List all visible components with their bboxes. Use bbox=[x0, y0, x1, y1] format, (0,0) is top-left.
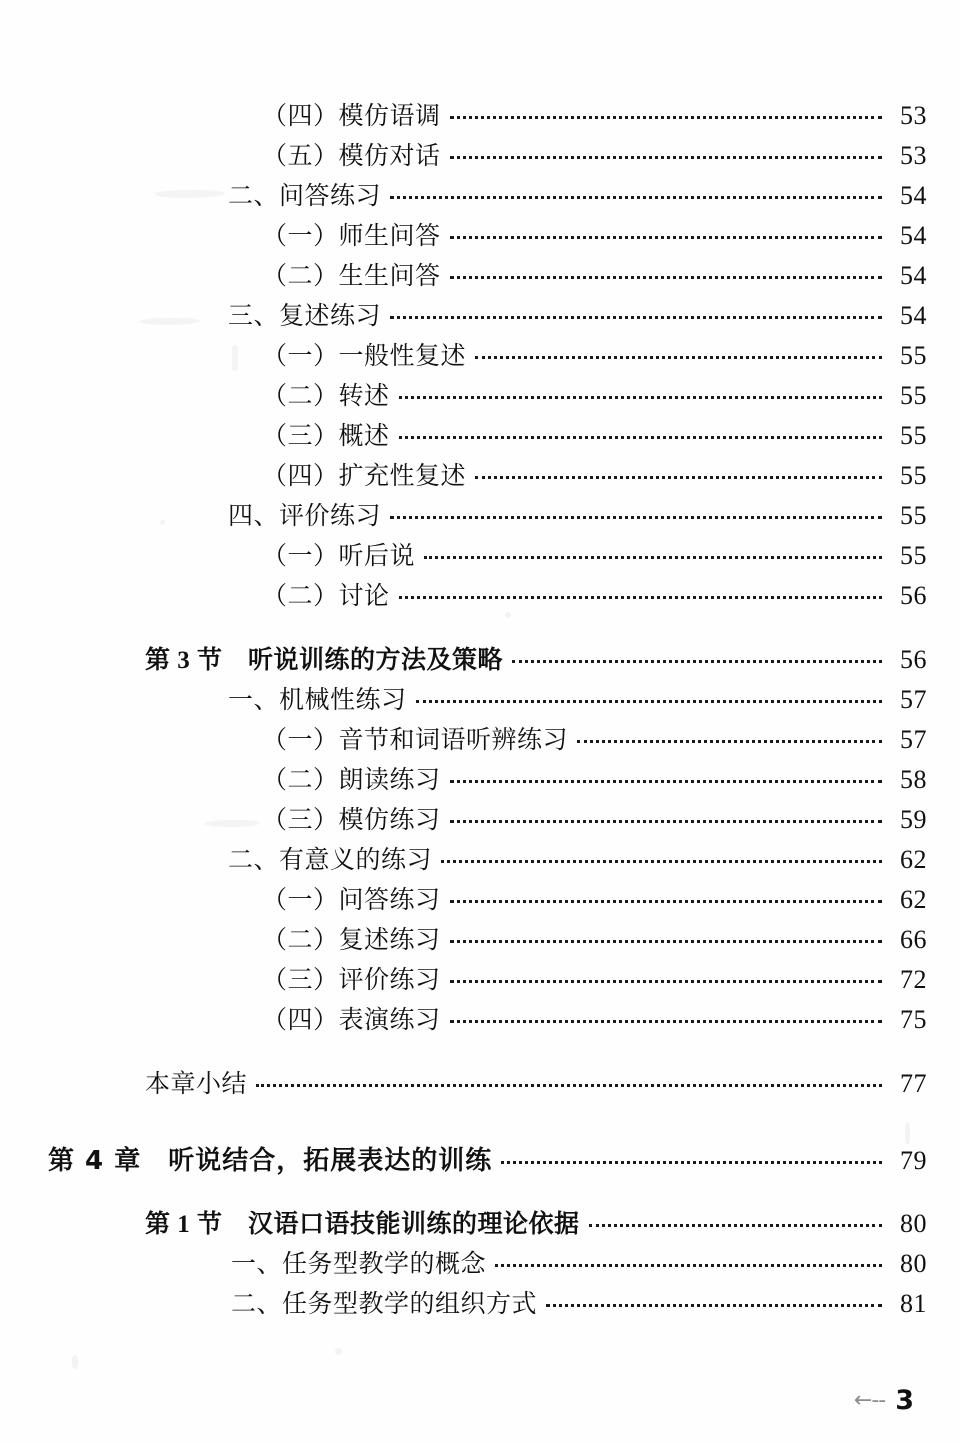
toc-dot-leader bbox=[256, 1076, 882, 1092]
toc-entry-label: （一）一般性复述 bbox=[262, 343, 467, 370]
toc-entry[interactable] bbox=[0, 1064, 960, 1104]
toc-entry-label: （一）听后说 bbox=[262, 543, 416, 570]
toc-entry-page-number: 59 bbox=[900, 805, 927, 834]
toc-entry[interactable] bbox=[0, 256, 960, 296]
toc-dot-leader bbox=[450, 932, 882, 948]
toc-entry-label: （二）朗读练习 bbox=[262, 767, 441, 794]
toc-entry-page-number: 54 bbox=[900, 301, 927, 330]
toc-dot-leader bbox=[450, 268, 882, 284]
toc-entry-label: （四）扩充性复述 bbox=[262, 463, 467, 490]
toc-dot-leader bbox=[501, 1153, 882, 1169]
toc-entry-label: （一）问答练习 bbox=[262, 887, 441, 914]
toc-dot-leader bbox=[424, 548, 882, 564]
toc-entry-label: （五）模仿对话 bbox=[262, 143, 441, 170]
toc-entry-label: 二、问答练习 bbox=[228, 183, 382, 210]
scan-speck bbox=[335, 1348, 342, 1355]
toc-entry-page-number: 62 bbox=[900, 885, 927, 914]
toc-entry[interactable] bbox=[0, 720, 960, 760]
toc-entry-list bbox=[0, 96, 960, 1324]
toc-entry-label: 二、任务型教学的组织方式 bbox=[231, 1291, 538, 1318]
toc-dot-leader bbox=[450, 892, 882, 908]
toc-entry-label: （三）模仿练习 bbox=[262, 807, 441, 834]
toc-entry[interactable] bbox=[0, 296, 960, 336]
toc-dot-leader bbox=[546, 1296, 882, 1312]
toc-dot-leader bbox=[390, 308, 882, 324]
toc-entry-label: （二）复述练习 bbox=[262, 927, 441, 954]
toc-entry-label: 本章小结 bbox=[145, 1071, 248, 1098]
toc-entry[interactable] bbox=[0, 800, 960, 840]
toc-entry[interactable] bbox=[0, 416, 960, 456]
toc-dot-leader bbox=[512, 652, 882, 668]
toc-entry-page-number: 56 bbox=[900, 645, 927, 674]
page-footer bbox=[854, 1387, 914, 1414]
toc-dot-leader bbox=[399, 388, 882, 404]
toc-entry-label: （三）概述 bbox=[262, 423, 390, 450]
toc-entry[interactable] bbox=[0, 1284, 960, 1324]
toc-entry[interactable] bbox=[0, 176, 960, 216]
toc-entry-page-number: 55 bbox=[900, 501, 927, 530]
toc-entry-label: （一）师生问答 bbox=[262, 223, 441, 250]
toc-entry-page-number: 55 bbox=[900, 381, 927, 410]
toc-entry-label: 一、任务型教学的概念 bbox=[231, 1251, 487, 1278]
toc-dot-leader bbox=[475, 468, 882, 484]
toc-entry-page-number: 55 bbox=[900, 421, 927, 450]
toc-entry[interactable] bbox=[0, 760, 960, 800]
toc-entry-label: （二）转述 bbox=[262, 383, 390, 410]
toc-entry-page-number: 62 bbox=[900, 845, 927, 874]
toc-entry-label: （三）评价练习 bbox=[262, 967, 441, 994]
toc-entry-page-number: 53 bbox=[900, 141, 927, 170]
toc-entry[interactable] bbox=[0, 960, 960, 1000]
toc-entry[interactable] bbox=[0, 1140, 960, 1180]
toc-entry-page-number: 54 bbox=[900, 221, 927, 250]
toc-entry-label: （四）表演练习 bbox=[262, 1007, 441, 1034]
toc-dot-leader bbox=[450, 108, 882, 124]
toc-entry-label: 第 3 节 听说训练的方法及策略 bbox=[145, 647, 504, 674]
toc-entry-label: 第 1 节 汉语口语技能训练的理论依据 bbox=[145, 1211, 580, 1238]
toc-entry[interactable] bbox=[0, 336, 960, 376]
toc-entry[interactable] bbox=[0, 376, 960, 416]
toc-entry-label: （一）音节和词语听辨练习 bbox=[262, 727, 569, 754]
toc-dot-leader bbox=[450, 148, 882, 164]
toc-entry-label: 三、复述练习 bbox=[228, 303, 382, 330]
toc-dot-leader bbox=[416, 692, 882, 708]
toc-entry-page-number: 80 bbox=[900, 1249, 927, 1278]
toc-entry-page-number: 81 bbox=[900, 1289, 927, 1318]
toc-entry-label: 四、评价练习 bbox=[228, 503, 382, 530]
toc-entry-page-number: 55 bbox=[900, 341, 927, 370]
toc-entry[interactable] bbox=[0, 640, 960, 680]
toc-entry-page-number: 55 bbox=[900, 461, 927, 490]
toc-entry[interactable] bbox=[0, 456, 960, 496]
toc-entry[interactable] bbox=[0, 880, 960, 920]
toc-entry-page-number: 79 bbox=[900, 1146, 927, 1175]
toc-entry[interactable] bbox=[0, 680, 960, 720]
toc-dot-leader bbox=[577, 732, 882, 748]
toc-entry-page-number: 57 bbox=[900, 725, 927, 754]
toc-entry[interactable] bbox=[0, 920, 960, 960]
toc-entry[interactable] bbox=[0, 576, 960, 616]
page-number: 3 bbox=[895, 1385, 914, 1416]
toc-entry[interactable] bbox=[0, 1244, 960, 1284]
toc-entry[interactable] bbox=[0, 96, 960, 136]
toc-entry-page-number: 55 bbox=[900, 541, 927, 570]
toc-entry[interactable] bbox=[0, 216, 960, 256]
toc-dot-leader bbox=[495, 1256, 882, 1272]
toc-entry-page-number: 53 bbox=[900, 101, 927, 130]
toc-entry-page-number: 72 bbox=[900, 965, 927, 994]
toc-entry[interactable] bbox=[0, 1000, 960, 1040]
toc-dot-leader bbox=[450, 972, 882, 988]
toc-entry-page-number: 66 bbox=[900, 925, 927, 954]
toc-entry-label: （二）生生问答 bbox=[262, 263, 441, 290]
toc-entry-page-number: 57 bbox=[900, 685, 927, 714]
toc-dot-leader bbox=[390, 188, 882, 204]
toc-dot-leader bbox=[450, 772, 882, 788]
toc-entry-page-number: 54 bbox=[900, 181, 927, 210]
toc-dot-leader bbox=[450, 228, 882, 244]
toc-dot-leader bbox=[399, 588, 882, 604]
toc-entry-label: 二、有意义的练习 bbox=[228, 847, 433, 874]
toc-entry-page-number: 54 bbox=[900, 261, 927, 290]
toc-dot-leader bbox=[399, 428, 882, 444]
toc-dot-leader bbox=[589, 1216, 882, 1232]
toc-entry-page-number: 75 bbox=[900, 1005, 927, 1034]
toc-entry-label: （二）讨论 bbox=[262, 583, 390, 610]
toc-entry-label: 一、机械性练习 bbox=[228, 687, 407, 714]
toc-entry[interactable] bbox=[0, 1204, 960, 1244]
toc-entry-page-number: 77 bbox=[900, 1069, 927, 1098]
toc-entry[interactable] bbox=[0, 136, 960, 176]
toc-dot-leader bbox=[390, 508, 882, 524]
toc-dot-leader bbox=[450, 1012, 882, 1028]
toc-entry[interactable] bbox=[0, 840, 960, 880]
toc-dot-leader bbox=[450, 812, 882, 828]
toc-entry[interactable] bbox=[0, 496, 960, 536]
toc-entry-label: 第 4 章 听说结合，拓展表达的训练 bbox=[48, 1146, 493, 1176]
toc-dot-leader bbox=[475, 348, 882, 364]
toc-entry-page-number: 80 bbox=[900, 1209, 927, 1238]
toc-entry-label: （四）模仿语调 bbox=[262, 103, 441, 130]
scan-speck bbox=[72, 1355, 78, 1369]
toc-dot-leader bbox=[441, 852, 882, 868]
left-dashed-arrow-icon: ←-- bbox=[853, 1387, 886, 1413]
toc-entry-page-number: 58 bbox=[900, 765, 927, 794]
toc-entry-page-number: 56 bbox=[900, 581, 927, 610]
toc-entry[interactable] bbox=[0, 536, 960, 576]
